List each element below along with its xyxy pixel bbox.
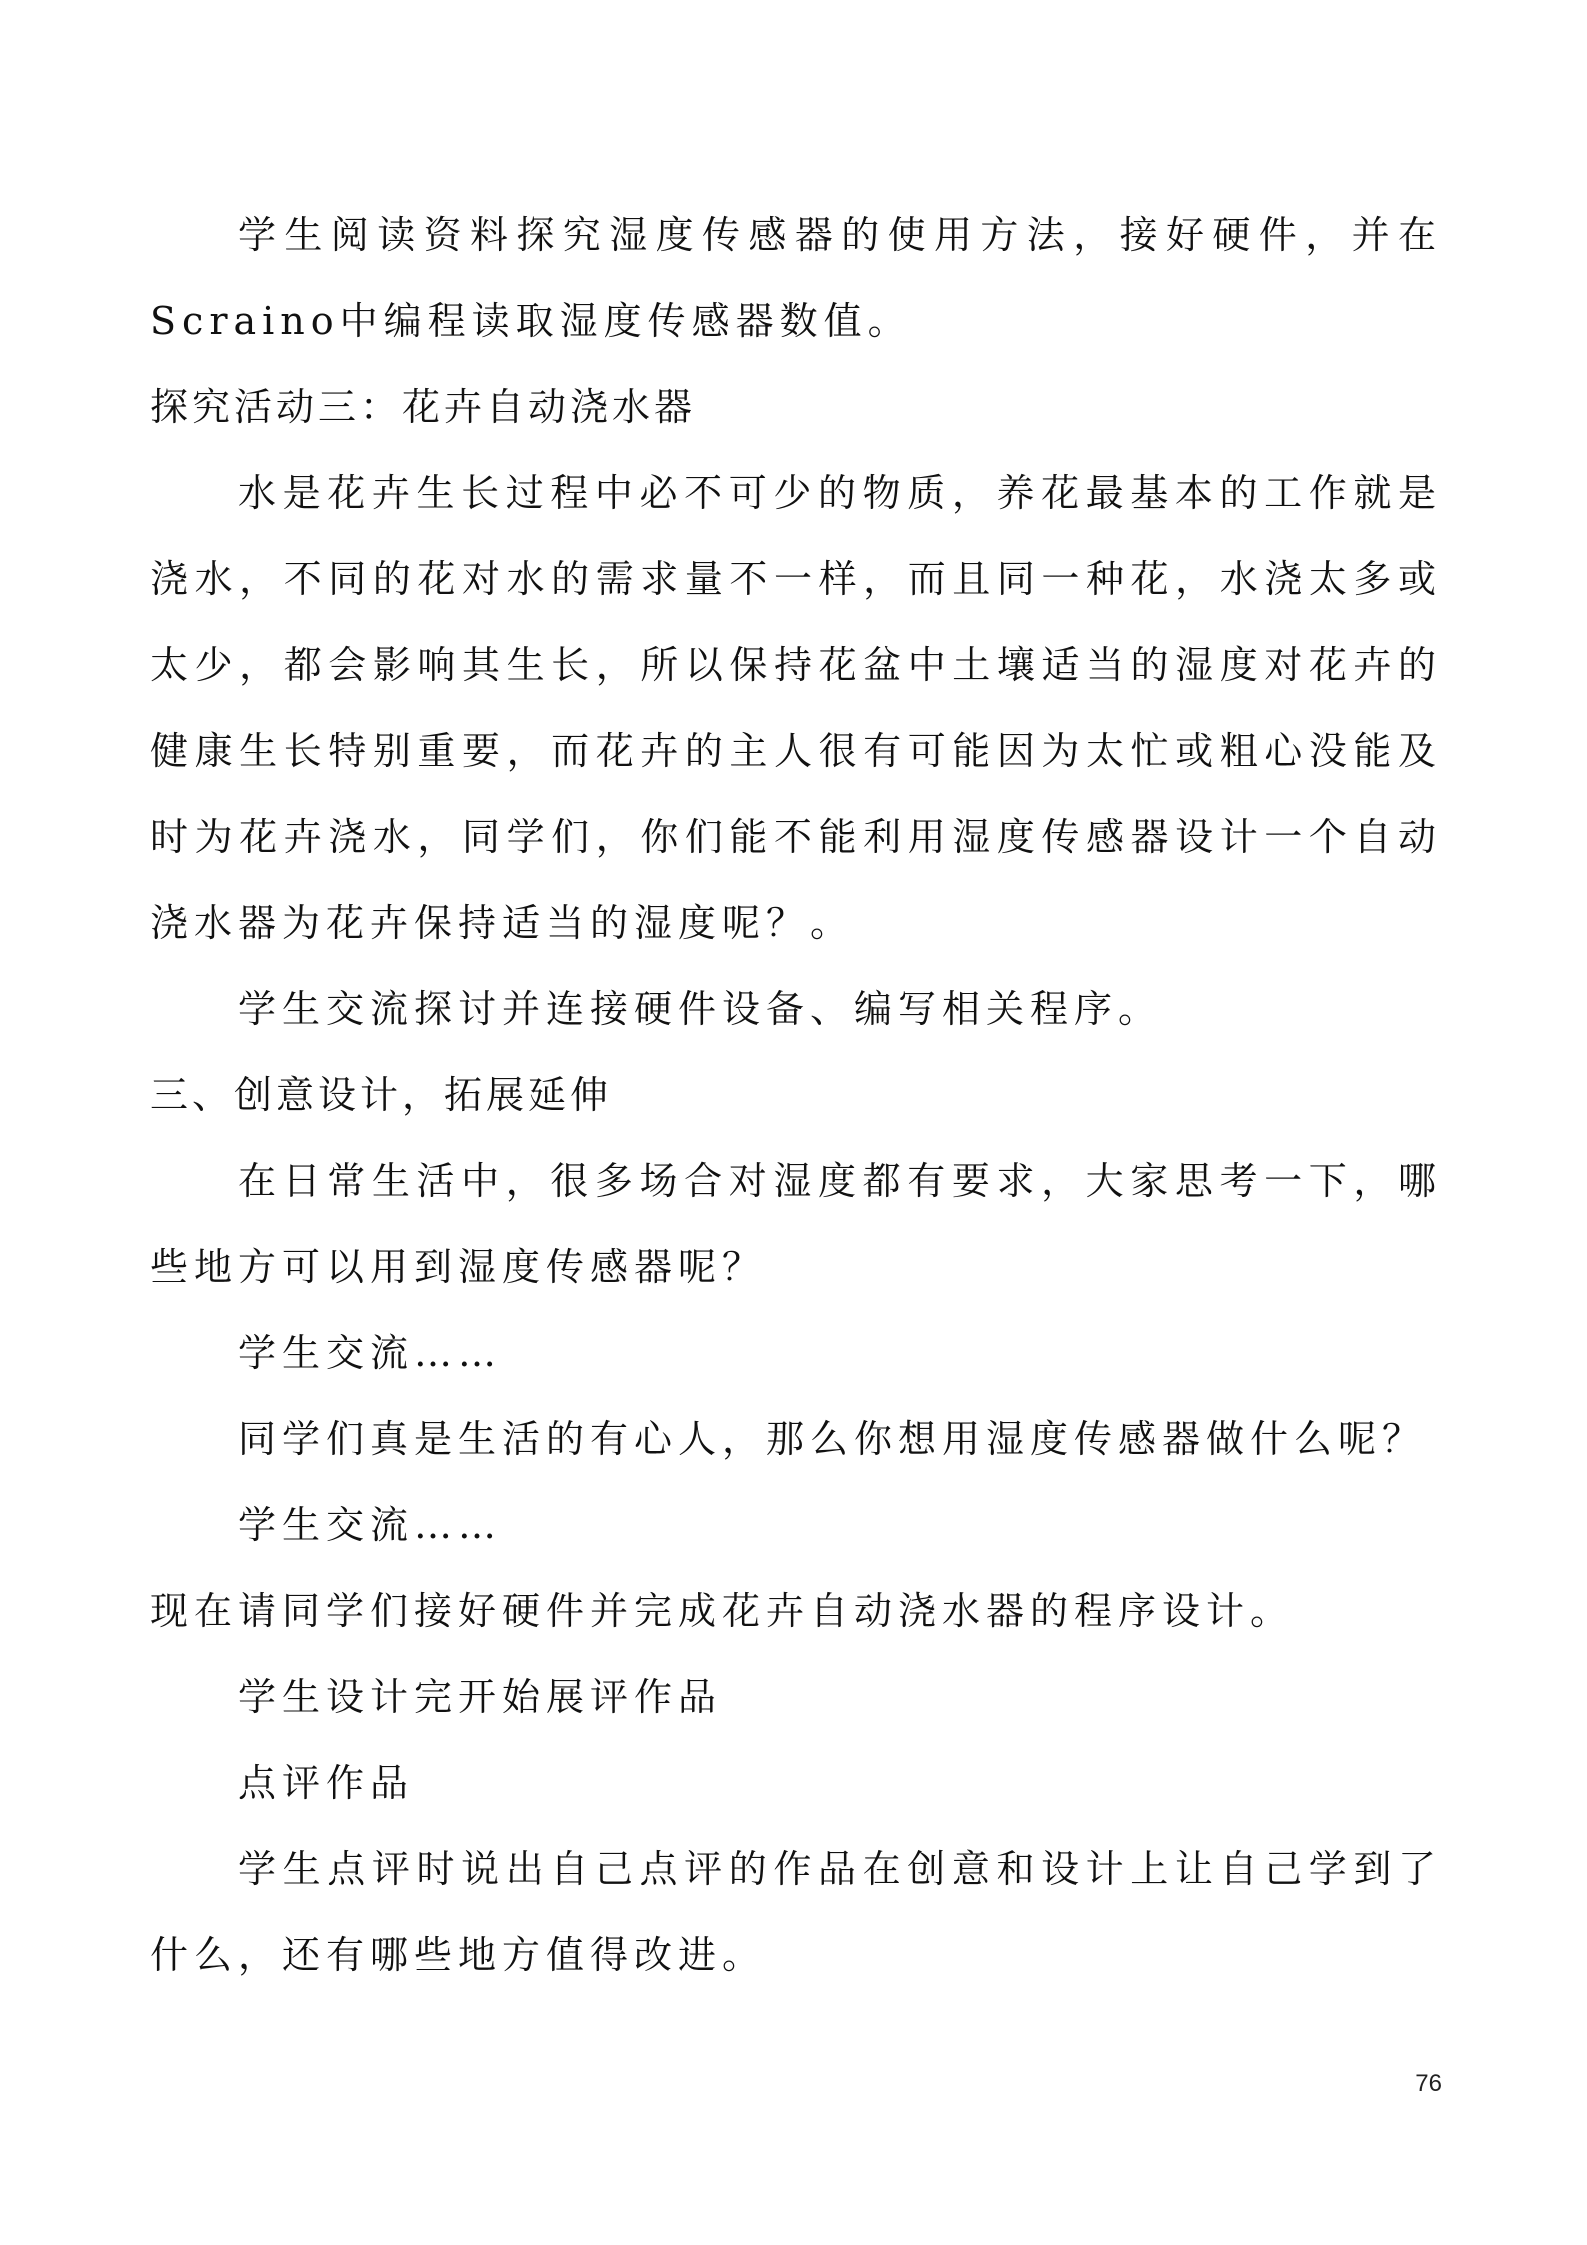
paragraph-student-discussion: 学生交流探讨并连接硬件设备、编写相关程序。 [238, 987, 1163, 1031]
page-number: 76 [1415, 2070, 1442, 2097]
paragraph-review-works: 点评作品 [238, 1761, 415, 1805]
paragraph-read-materials: 学生阅读资料探究湿度传感器的使用方法，接好硬件，并在Scraino中编程读取湿度传感器数值。 [150, 213, 1442, 343]
paragraph-start-showcase: 学生设计完开始展评作品 [238, 1675, 723, 1719]
paragraph-student-exchange-2: 学生交流…… [238, 1503, 503, 1547]
paragraph-what-to-make: 同学们真是生活的有心人，那么你想用湿度传感器做什么呢？ [238, 1417, 1427, 1461]
paragraph-student-exchange-1: 学生交流…… [238, 1331, 503, 1375]
paragraph-review-reflection: 学生点评时说出自己点评的作品在创意和设计上让自己学到了什么，还有哪些地方值得改进。 [150, 1847, 1442, 1977]
paragraph-daily-life-question: 在日常生活中，很多场合对湿度都有要求，大家思考一下，哪些地方可以用到湿度传感器呢？ [150, 1159, 1442, 1289]
paragraph-watering-intro: 水是花卉生长过程中必不可少的物质，养花最基本的工作就是浇水，不同的花对水的需求量不一样，而且同一种花，水浇太多或太少，都会影响其生长，所以保持花盆中土壤适当的湿度对花卉的健康生长特别重要，而花卉的主人很有可能因为太忙或粗心没能及时为花卉浇水，同学们，你们能不能利用湿度传感器设计一个自动浇水器为花卉保持适当的湿度呢？。 [150, 471, 1442, 945]
section-heading-activity-three: 探究活动三：花卉自动浇水器 [150, 385, 697, 429]
paragraph-complete-program: 现在请同学们接好硬件并完成花卉自动浇水器的程序设计。 [150, 1589, 1295, 1633]
page-body [150, 192, 1442, 1998]
section-heading-creative-design: 三、创意设计，拓展延伸 [150, 1073, 613, 1117]
